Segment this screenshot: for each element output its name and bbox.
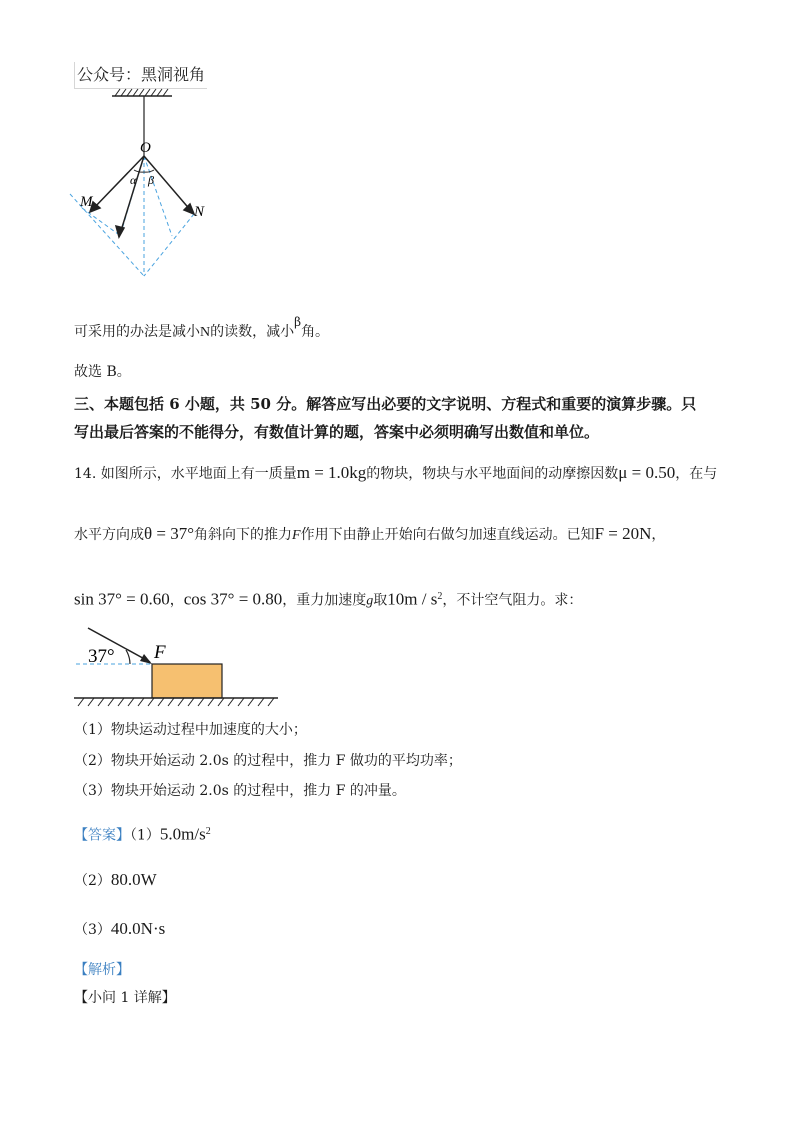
ceiling-hatch	[115, 89, 168, 96]
label-o: O	[140, 140, 151, 156]
method-sentence: 可采用的办法是减小N的读数，减小β角。	[74, 315, 330, 340]
answer-line-1: 【答案】$(1)5.0m/s^2$	[74, 824, 211, 844]
choice-line: 故选 B。	[74, 364, 131, 380]
sub-question-2: （2）物块开始运动 2.0s 的过程中，推力 F 做功的平均功率；	[74, 753, 462, 769]
angle-label: 37°	[88, 646, 115, 667]
label-n: N	[194, 204, 205, 220]
q14-line3: sin 37° = 0.60，cos 37° = 0.80，重力加速度g取$10m / s^2$，不计空气阻力。求：	[74, 589, 583, 609]
sub-question-1: （1）物块运动过程中加速度的大小；	[74, 722, 307, 738]
sub-question-3: （3）物块开始运动 2.0s 的过程中，推力 F 的冲量。	[74, 783, 406, 799]
push-force-arrowhead	[140, 654, 152, 664]
q14-line1: 14. 如图所示，水平地面上有一质量m = 1.0kg的物块，物块与水平地面间的动摩擦因数μ = 0.50，在与	[74, 463, 718, 482]
sub-question-1-detail: 【小问 1 详解】	[74, 990, 176, 1006]
section-heading-line1: 三、本题包括 6 小题，共 50 分。解答应写出必要的文字说明、方程式和重要的演算步骤。只	[74, 395, 697, 413]
force-diagram-pendulum	[60, 86, 260, 286]
block-force-diagram	[70, 622, 290, 712]
label-alpha: α	[130, 173, 137, 187]
analysis-tag: 【解析】	[74, 962, 130, 978]
force-label: F	[154, 642, 166, 663]
watermark: 公众号：黑洞视角	[74, 62, 207, 89]
section-heading-line2: 写出最后答案的不能得分，有数值计算的题，答案中必须明确写出数值和单位。	[74, 423, 600, 441]
block	[152, 664, 222, 698]
answer-line-2: （2）80.0W	[74, 870, 157, 889]
angle-arc	[126, 650, 130, 664]
ground-hatch	[78, 698, 274, 706]
answer-tag: 【答案】	[74, 827, 130, 844]
label-m: M	[80, 194, 93, 210]
label-beta: β	[148, 173, 154, 187]
q14-line2: 水平方向成θ = 37°角斜向下的推力F作用下由静止开始向右做匀加速直线运动。已知F = 20N，	[74, 524, 666, 543]
answer-line-3: （3）40.0N·s	[74, 919, 166, 938]
beta-symbol: β	[294, 315, 302, 329]
